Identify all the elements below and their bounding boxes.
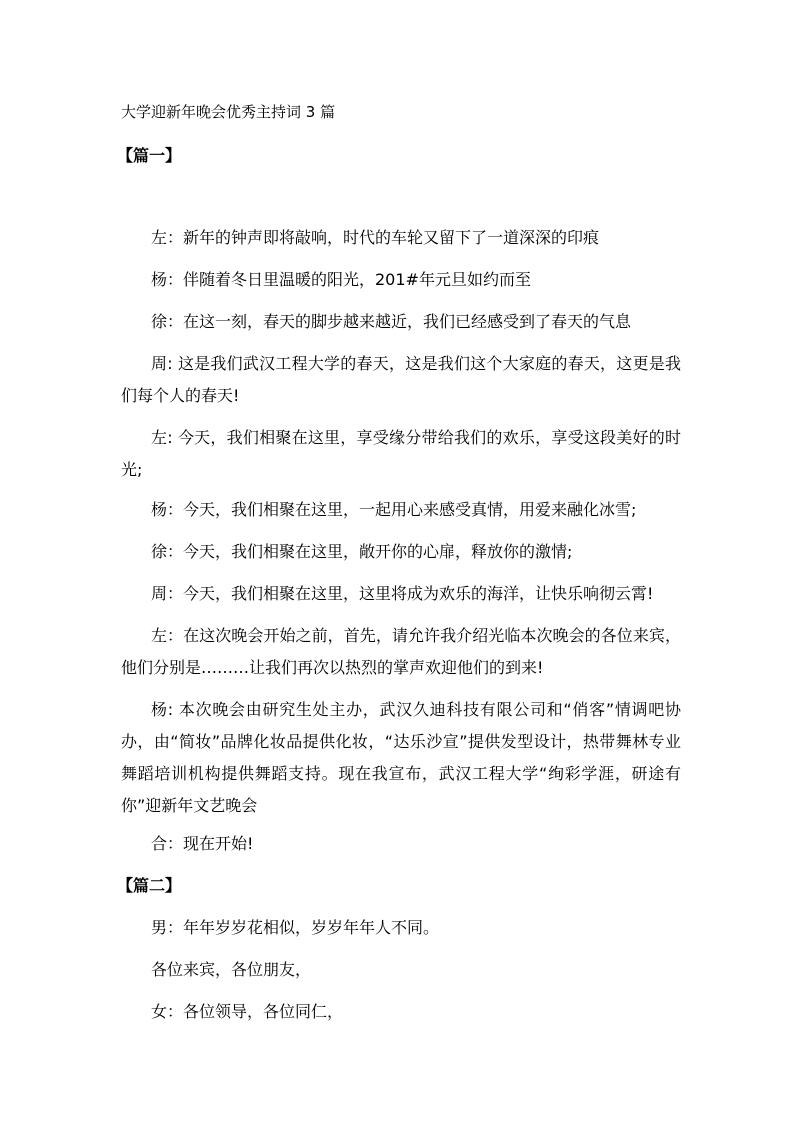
section-heading-1: 【篇一】 xyxy=(117,146,182,165)
paragraph: 杨：今天，我们相聚在这里，一起用心来感受真情，用爱来融化冰雪; xyxy=(151,500,637,519)
section-heading-2: 【篇二】 xyxy=(117,876,182,895)
paragraph: 左：在这次晚会开始之前，首先，请允许我介绍光临本次晚会的各位来宾，他们分别是………让我们再次以热烈的掌声欢迎他们的到来! xyxy=(121,626,681,677)
paragraph: 男：年年岁岁花相似，岁岁年年人不同。 xyxy=(151,918,440,937)
paragraph: 女：各位领导，各位同仁， xyxy=(151,1002,344,1021)
paragraph: 各位来宾，各位朋友， xyxy=(151,960,312,979)
paragraph: 杨：伴随着冬日里温暖的阳光，201#年元旦如约而至 xyxy=(151,270,531,289)
paragraph: 周：今天，我们相聚在这里，这里将成为欢乐的海洋，让快乐响彻云霄! xyxy=(151,584,654,603)
paragraph: 左: 今天，我们相聚在这里，享受缘分带给我们的欢乐，享受这段美好的时光; xyxy=(121,428,681,479)
paragraph: 徐：今天，我们相聚在这里，敞开你的心扉，释放你的激情; xyxy=(151,542,573,561)
document-title: 大学迎新年晚会优秀主持词 3 篇 xyxy=(121,103,336,121)
paragraph: 左：新年的钟声即将敲响，时代的车轮又留下了一道深深的印痕 xyxy=(151,228,600,247)
paragraph: 徐：在这一刻，春天的脚步越来越近，我们已经感受到了春天的气息 xyxy=(151,312,632,331)
paragraph: 合：现在开始! xyxy=(151,834,254,853)
paragraph: 周: 这是我们武汉工程大学的春天，这是我们这个大家庭的春天，这更是我们每个人的春天! xyxy=(121,354,681,405)
paragraph: 杨: 本次晚会由研究生处主办，武汉久迪科技有限公司和“俏客”情调吧协办，由“简妆”品牌化妆品提供化妆，“达乐沙宣”提供发型设计，热带舞林专业舞蹈培训机构提供舞蹈支持。现在我宣布，武汉工程大学“绚彩学涯，研途有你”迎新年文艺晚会 xyxy=(121,700,681,815)
